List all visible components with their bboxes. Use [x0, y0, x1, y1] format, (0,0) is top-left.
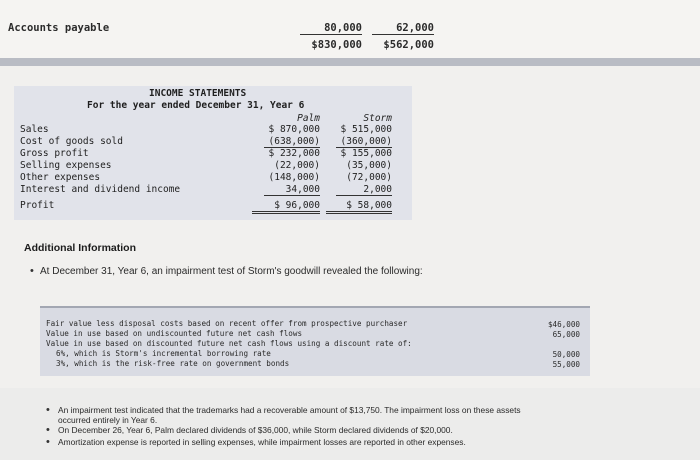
bullet-icon: •	[46, 436, 50, 448]
impairment-line-undiscounted: Value in use based on undiscounted future net cash flows	[46, 329, 303, 338]
impairment-value-fair: $46,000	[547, 320, 580, 329]
total-palm: $830,000	[311, 39, 362, 51]
palm-selling-expenses: (22,000)	[274, 160, 320, 171]
storm-other-expenses: (72,000)	[346, 172, 392, 183]
row-label-other-expenses: Other expenses	[20, 172, 101, 183]
row-label-gross-profit: Gross profit	[20, 148, 89, 159]
column-header-palm: Palm	[297, 113, 320, 124]
impairment-line-6pct: 6%, which is Storm's incremental borrowing rate	[56, 349, 271, 358]
storm-gross-profit: $ 155,000	[340, 148, 392, 159]
palm-cogs: (638,000)	[264, 136, 320, 148]
row-label-profit: Profit	[20, 200, 55, 211]
impairment-test-panel	[40, 308, 590, 376]
impairment-line-3pct: 3%, which is the risk-free rate on government bonds	[56, 359, 290, 368]
income-statement-title: INCOME STATEMENTS	[149, 88, 247, 99]
accounts-payable-label: Accounts payable	[8, 22, 110, 34]
impairment-value-undiscounted: 65,000	[552, 330, 580, 339]
impairment-line-discounted: Value in use based on discounted future net cash flows using a discount rate of:	[46, 339, 412, 348]
additional-info-heading: Additional Information	[24, 242, 136, 254]
storm-sales: $ 515,000	[340, 124, 392, 135]
bullet-icon: •	[30, 265, 34, 277]
accounts-payable-palm: 80,000	[300, 22, 362, 35]
row-label-selling-expenses: Selling expenses	[20, 160, 112, 171]
note-dividends: On December 26, Year 6, Palm declared dividends of $36,000, while Storm declared dividends of $20,000.	[58, 425, 453, 435]
row-label-interest-dividend: Interest and dividend income	[20, 184, 181, 195]
impairment-value-6pct: 50,000	[552, 350, 580, 359]
income-statement-panel	[14, 86, 412, 220]
bullet-icon: •	[46, 424, 50, 436]
note-trademarks: An impairment test indicated that the trademarks had a recoverable amount of $13,750. The impairment loss on these assets	[58, 405, 521, 415]
bullet-icon: •	[46, 404, 50, 416]
total-storm: $562,000	[383, 39, 434, 51]
storm-profit: $ 58,000	[326, 200, 392, 214]
accounts-payable-section	[0, 0, 700, 62]
column-header-storm: Storm	[363, 113, 392, 124]
note-amortization: Amortization expense is reported in selling expenses, while impairment losses are reported in other expenses.	[58, 437, 466, 447]
section-divider	[0, 58, 700, 66]
notes-section	[0, 388, 700, 460]
storm-cogs: (360,000)	[336, 136, 392, 148]
palm-profit: $ 96,000	[252, 200, 320, 214]
storm-interest-dividend: 2,000	[336, 184, 392, 196]
palm-interest-dividend: 34,000	[264, 184, 320, 196]
palm-gross-profit: $ 232,000	[268, 148, 320, 159]
additional-info-bullet: At December 31, Year 6, an impairment test of Storm's goodwill revealed the following:	[40, 266, 423, 277]
impairment-value-3pct: 55,000	[552, 360, 580, 369]
palm-sales: $ 870,000	[268, 124, 320, 135]
palm-other-expenses: (148,000)	[268, 172, 320, 183]
impairment-line-fair-value: Fair value less disposal costs based on recent offer from prospective purchaser	[46, 319, 408, 328]
row-label-sales: Sales	[20, 124, 49, 135]
storm-selling-expenses: (35,000)	[346, 160, 392, 171]
note-trademarks-cont: occurred entirely in Year 6.	[58, 415, 158, 425]
accounts-payable-storm: 62,000	[372, 22, 434, 35]
row-label-cogs: Cost of goods sold	[20, 136, 123, 147]
income-statement-subtitle: For the year ended December 31, Year 6	[87, 100, 305, 111]
